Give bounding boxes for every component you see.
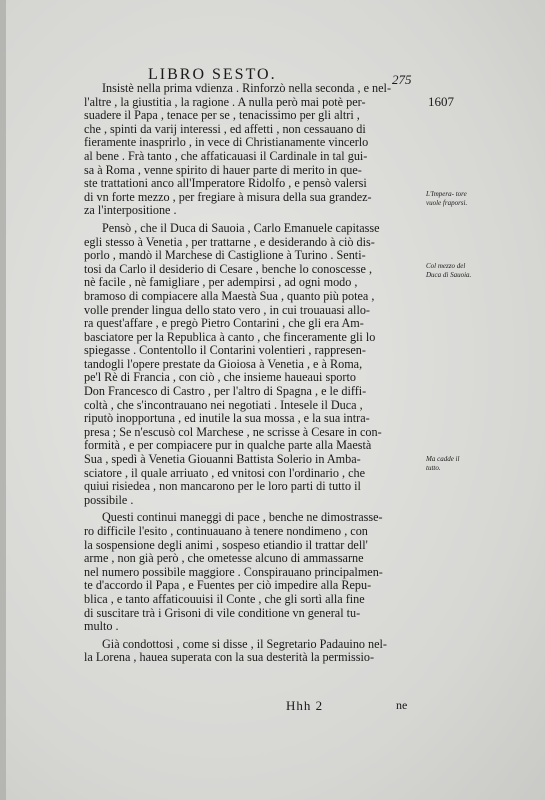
text-line: coltà , che s'incontrauano nei negotiati . Intesele il Duca , — [84, 398, 363, 412]
text-line: suadere il Papa , tenace per se , tenacissimo per gli altri , — [84, 109, 360, 123]
text-line: formità , e per compiacere pur in qualche parte alla Maestà — [84, 439, 372, 453]
running-header: LIBRO SESTO. — [148, 66, 277, 83]
text-line: te d'accordo il Papa , e Fuentes per ciò impedire alla Repu- — [84, 579, 372, 593]
marginal-note-failure: Ma cadde il tutto. — [426, 455, 460, 472]
text-line: Sua , spedì à Venetia Giouanni Battista Solerio in Amba- — [84, 453, 361, 467]
text-line: di suscitare trà i Grisoni di vile conditione vn general tu- — [84, 606, 361, 620]
signature-mark: Hhh 2 — [286, 698, 324, 713]
text-line: blica , e tanto affaticouuisi il Conte , che gli sortì alla fine — [84, 592, 365, 606]
text-line: la sospensione degli animi , sospeso etiandio il trattar dell' — [84, 538, 368, 552]
text-line: nè facile , nè famigliare , per adempirsi , ad ogni modo , — [84, 276, 358, 290]
text-line: spiegasse . Contentollo il Contarini volentieri , rappresen- — [84, 344, 366, 358]
text-line: l'altre , la giustitia , la ragione . A nulla però mai potè per- — [84, 95, 366, 109]
paragraph — [84, 511, 420, 633]
paragraph — [84, 82, 420, 218]
text-line: arme , non già però , che ometesse alcuno di ammassarne — [84, 552, 364, 566]
text-line: porlo , mandò il Marchese di Castiglione à Turino . Senti- — [84, 249, 366, 263]
text-line: di vn forte mezzo , per fregiare à misura della sua grandez- — [84, 190, 372, 204]
text-line: Pensò , che il Duca di Sauoia , Carlo Emanuele capitasse — [102, 221, 380, 235]
body-text — [84, 82, 420, 665]
text-line: multo . — [84, 620, 119, 634]
text-line: Don Francesco di Castro , per l'altro di Spagna , e le diffi- — [84, 385, 367, 399]
text-line: bramoso di compiacere alla Maestà Sua , quanto più potea , — [84, 289, 375, 303]
catchword: ne — [396, 698, 408, 712]
text-line: tosi da Carlo il desiderio di Cesare , benche lo conoscesse , — [84, 262, 373, 276]
marginal-note-emperor: L'Impera- tore vuole fraporsi. — [426, 190, 468, 207]
paragraph — [84, 222, 420, 507]
text-line: al bene . Frà tanto , che affaticauasi il Cardinale in tal gui- — [84, 149, 368, 163]
text-line: presa ; Se n'escusò col Marchese , ne scrisse à Cesare in con- — [84, 425, 382, 439]
text-line: quiui risiedea , non mancarono per le loro parti di tutto il — [84, 480, 361, 494]
text-line: pe'l Rè di Francia , con ciò , che insieme haueaui sporto — [84, 371, 356, 385]
text-line: la Lorena , hauea superata con la sua desterità la permissio- — [84, 651, 375, 665]
text-line: Questi continui maneggi di pace , benche ne dimostrasse- — [102, 511, 383, 525]
text-line: ra quest'affare , e pregò Pietro Contarini , che gli era Am- — [84, 317, 364, 331]
text-line: tandogli l'opere prestate da Gioiosa à Venetia , e à Roma, — [84, 357, 363, 371]
margin-year: 1607 — [428, 94, 454, 109]
text-line: basciatore per la Republica à canto , che finceramente gli lo — [84, 330, 376, 344]
marginal-note-duke: Col mezzo del Duca di Sauoia. — [426, 262, 472, 279]
text-line: possibile . — [84, 493, 134, 507]
text-line: che , spinti da varij interessi , ed affetti , non cessauano di — [84, 122, 366, 136]
page-number: 275 — [392, 72, 412, 87]
page-edge-shadow — [0, 0, 6, 800]
text-line: ro difficile l'esito , continuauano à tenere nondimeno , con — [84, 525, 368, 538]
text-line: Insistè nella prima vdienza . Rinforzò nella seconda , e nel- — [102, 82, 392, 95]
text-line: volle prender lingua dello stato vero , in cui trouauasi allo- — [84, 303, 370, 317]
text-line: sciatore , il quale arriuato , ed vnitosi con l'ordinario , che — [84, 466, 366, 480]
text-line: nel numero possibile maggiore . Conspirauano principalmen- — [84, 565, 383, 579]
text-line: egli stesso à Venetia , per trattarne , e desiderando à ciò dis- — [84, 235, 375, 249]
text-line: za l'interpositione . — [84, 204, 177, 218]
text-line: fieramente inasprirlo , in vece di Christianamente vincerlo — [84, 136, 369, 150]
text-line: ste trattationi anco all'Imperatore Ridolfo , e pensò valersi — [84, 177, 367, 191]
text-line: Già condottosi , come si disse , il Segretario Padauino nel- — [102, 637, 387, 651]
text-line: sa à Roma , venne spirito di hauer parte di merito in que- — [84, 163, 362, 177]
paragraph — [84, 638, 420, 665]
text-line: riputò inopportuna , ed inutile la sua mossa , e la sua intra- — [84, 412, 370, 426]
